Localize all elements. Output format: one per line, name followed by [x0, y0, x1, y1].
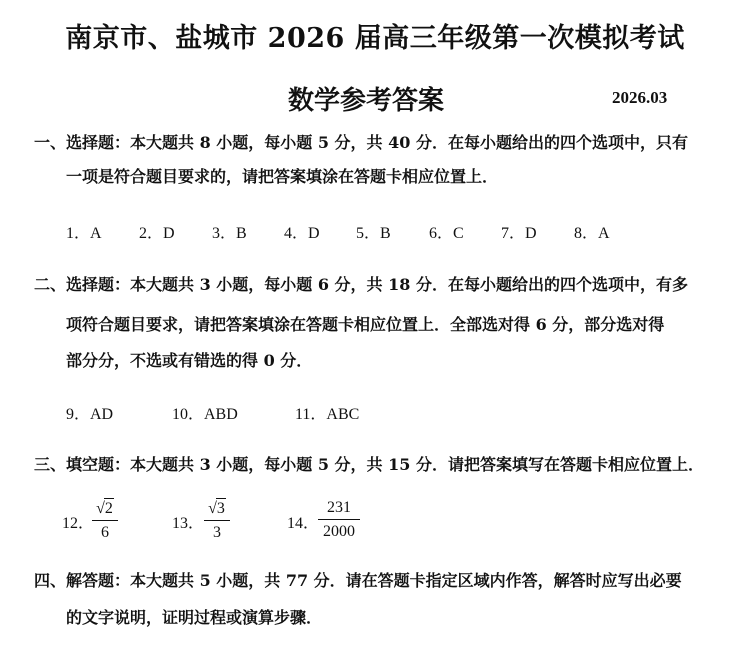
answer-8: 8．A [574, 225, 610, 242]
answer-11: 11．ABC [295, 406, 360, 423]
section-2-line-3: 部分分，不选或有错选的得 0 分． [66, 351, 313, 370]
section-1-line-2: 一项是符合题目要求的，请把答案填涂在答题卡相应位置上． [66, 167, 499, 186]
section-1-heading: 一、选择题：本大题共 8 小题，每小题 5 分，共 40 分．在每小题给出的四个选项中，只有 [34, 133, 688, 152]
answer-13-number: 13． [172, 515, 205, 532]
document-title: 南京市、盐城市 2026 届高三年级第一次模拟考试 [65, 23, 685, 54]
answer-6: 6．C [429, 225, 464, 242]
answer-12-number: 12． [62, 515, 95, 532]
section-3-heading: 三、填空题：本大题共 3 小题，每小题 5 分，共 15 分．请把答案填写在答题卡相应位置上． [34, 455, 704, 474]
answer-5: 5．B [356, 225, 391, 242]
fraction-bar [204, 520, 230, 521]
document-date: 2026.03 [612, 88, 668, 107]
answer-12-denominator: 6 [101, 524, 109, 541]
answer-12-fraction [92, 498, 118, 543]
answer-13-fraction [204, 498, 230, 543]
fraction-bar [318, 519, 360, 520]
answer-14-denominator: 2000 [323, 523, 355, 540]
answer-12-numerator: √2 [96, 500, 113, 517]
answer-9: 9．AD [66, 406, 114, 423]
section-4-line-2: 的文字说明，证明过程或演算步骤． [66, 608, 323, 627]
answer-1: 1．A [66, 225, 102, 242]
answer-3: 3．B [212, 225, 247, 242]
answer-14-numerator: 231 [327, 499, 351, 516]
answer-13-numerator: √3 [208, 500, 225, 517]
fraction-bar [92, 520, 118, 521]
document-subtitle: 数学参考答案 [288, 86, 445, 116]
sqrt-icon: √ [96, 500, 105, 517]
answer-14-number: 14． [287, 515, 320, 532]
answer-7: 7．D [501, 225, 537, 242]
answer-14-fraction [318, 498, 360, 542]
answer-2: 2．D [139, 225, 175, 242]
answer-13-denominator: 3 [213, 524, 221, 541]
section-2-line-2: 项符合题目要求，请把答案填涂在答题卡相应位置上．全部选对得 6 分，部分选对得 [66, 315, 665, 334]
answer-10: 10．ABD [172, 406, 238, 423]
sqrt-icon: √ [208, 500, 217, 517]
section-4-heading: 四、解答题：本大题共 5 小题，共 77 分．请在答题卡指定区域内作答，解答时应写出必要 [34, 571, 682, 590]
answer-4: 4．D [284, 225, 320, 242]
section-2-heading: 二、选择题：本大题共 3 小题，每小题 6 分，共 18 分．在每小题给出的四个选项中，有多 [34, 275, 688, 294]
